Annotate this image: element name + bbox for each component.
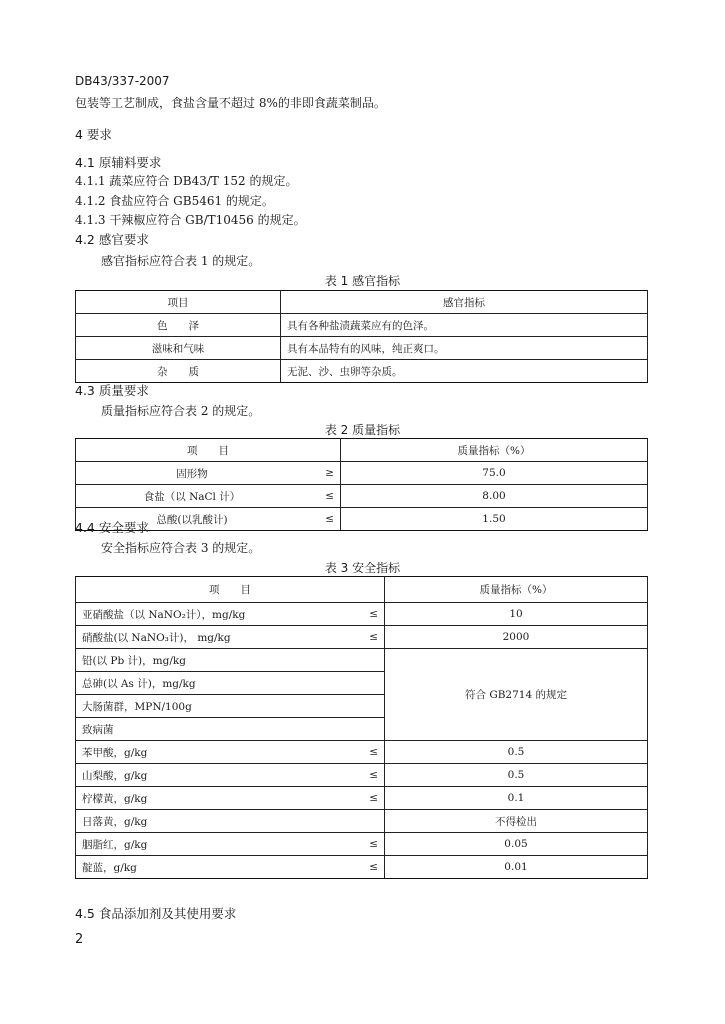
table1-header-value: 感官指标 xyxy=(281,291,648,314)
table3-cell-op: ≤ xyxy=(352,603,385,626)
section-4-4-title: 4.4 安全要求 xyxy=(75,520,149,535)
table-row xyxy=(76,833,648,856)
section-4-5-title: 4.5 食品添加剂及其使用要求 xyxy=(75,906,237,921)
table-row xyxy=(76,485,648,508)
table3-cell-value: 0.5 xyxy=(385,764,648,787)
table-row xyxy=(76,741,648,764)
table3-cell-item: 胭脂红，g/kg xyxy=(76,833,352,856)
table1-cell-value: 无泥、沙、虫卵等杂质。 xyxy=(281,360,648,383)
table1-sensory xyxy=(75,290,648,383)
table2-cell-value: 1.50 xyxy=(341,508,648,531)
table3-cell-item: 苯甲酸，g/kg xyxy=(76,741,352,764)
table3-cell-item: 山梨酸，g/kg xyxy=(76,764,352,787)
table3-caption: 表 3 安全指标 xyxy=(324,561,401,575)
table-row xyxy=(76,764,648,787)
table3-cell-value: 不得检出 xyxy=(385,810,648,833)
table2-cell-item: 固形物 xyxy=(76,462,309,485)
table2-cell-op: ≤ xyxy=(308,508,341,531)
table3-cell-op: ≤ xyxy=(352,741,385,764)
table3-cell-op: ≤ xyxy=(352,856,385,879)
table2-cell-op: ≥ xyxy=(308,462,341,485)
table3-cell-value: 2000 xyxy=(385,626,648,649)
table3-header-value: 质量指标（%） xyxy=(385,577,648,603)
table3-cell-item: 铅(以 Pb 计)，mg/kg xyxy=(76,649,385,672)
table3-cell-op: ≤ xyxy=(352,626,385,649)
table-row xyxy=(76,856,648,879)
section-4-1-3: 4.1.3 干辣椒应符合 GB/T10456 的规定。 xyxy=(75,213,306,227)
section-4-1-1: 4.1.1 蔬菜应符合 DB43/T 152 的规定。 xyxy=(75,174,298,188)
table1-header-item: 项目 xyxy=(76,291,281,314)
table3-cell-value: 0.01 xyxy=(385,856,648,879)
table3-cell-op: ≤ xyxy=(352,787,385,810)
table2-cell-op: ≤ xyxy=(308,485,341,508)
table3-cell-op xyxy=(352,810,385,833)
table3-header-item: 项 目 xyxy=(76,577,385,603)
table3-cell-item: 靛蓝，g/kg xyxy=(76,856,352,879)
table-row xyxy=(76,360,648,383)
table1-cell-value: 具有各种盐渍蔬菜应有的色泽。 xyxy=(281,314,648,337)
table3-cell-value: 10 xyxy=(385,603,648,626)
table-row xyxy=(76,626,648,649)
table3-cell-op: ≤ xyxy=(352,833,385,856)
table3-cell-item: 大肠菌群，MPN/100g xyxy=(76,695,385,718)
table1-cell-value: 具有本品特有的风味，纯正爽口。 xyxy=(281,337,648,360)
table1-cell-item: 滋味和气味 xyxy=(76,337,281,360)
table3-cell-item: 日落黄，g/kg xyxy=(76,810,352,833)
table3-safety xyxy=(75,576,648,879)
table-row xyxy=(76,314,648,337)
table2-header-item: 项 目 xyxy=(76,439,341,462)
table-row xyxy=(76,337,648,360)
table-row xyxy=(76,649,648,672)
section-4-4-text: 安全指标应符合表 3 的规定。 xyxy=(101,541,261,555)
table2-quality xyxy=(75,438,648,531)
table3-cell-value: 0.1 xyxy=(385,787,648,810)
table1-cell-item: 杂 质 xyxy=(76,360,281,383)
table-row xyxy=(76,810,648,833)
section-4-3-title: 4.3 质量要求 xyxy=(75,383,149,398)
document-code: DB43/337-2007 xyxy=(75,74,170,88)
table3-cell-item: 致病菌 xyxy=(76,718,385,741)
table3-cell-op: ≤ xyxy=(352,764,385,787)
table2-cell-value: 75.0 xyxy=(341,462,648,485)
table-row xyxy=(76,603,648,626)
section-4-2-text: 感官指标应符合表 1 的规定。 xyxy=(101,254,261,268)
table1-caption: 表 1 感官指标 xyxy=(324,274,401,288)
table3-cell-item: 柠檬黄，g/kg xyxy=(76,787,352,810)
table2-caption: 表 2 质量指标 xyxy=(324,423,401,437)
section-4-3-text: 质量指标应符合表 2 的规定。 xyxy=(101,404,261,418)
table2-cell-item: 总酸(以乳酸计) xyxy=(76,508,309,531)
section-4-1-2: 4.1.2 食盐应符合 GB5461 的规定。 xyxy=(75,194,274,208)
section-4-1-title: 4.1 原辅料要求 xyxy=(75,155,162,170)
section-4-title: 4 要求 xyxy=(75,127,112,142)
table3-cell-value: 0.5 xyxy=(385,741,648,764)
table2-header-value: 质量指标（%） xyxy=(341,439,648,462)
section-4-2-title: 4.2 感官要求 xyxy=(75,232,149,247)
table3-cell-item: 总砷(以 As 计)，mg/kg xyxy=(76,672,385,695)
table-row xyxy=(76,787,648,810)
table3-cell-item: 硝酸盐(以 NaNO₃计)， mg/kg xyxy=(76,626,352,649)
table-row xyxy=(76,508,648,531)
intro-text: 包装等工艺制成，食盐含量不超过 8%的非即食蔬菜制品。 xyxy=(75,96,386,110)
table-row xyxy=(76,462,648,485)
table3-group-value: 符合 GB2714 的规定 xyxy=(385,649,648,741)
table2-cell-item: 食盐（以 NaCl 计） xyxy=(76,485,309,508)
table3-cell-value: 0.05 xyxy=(385,833,648,856)
table3-cell-item: 亚硝酸盐（以 NaNO₂计），mg/kg xyxy=(76,603,352,626)
table2-cell-value: 8.00 xyxy=(341,485,648,508)
table1-cell-item: 色 泽 xyxy=(76,314,281,337)
page-number: 2 xyxy=(75,932,84,947)
